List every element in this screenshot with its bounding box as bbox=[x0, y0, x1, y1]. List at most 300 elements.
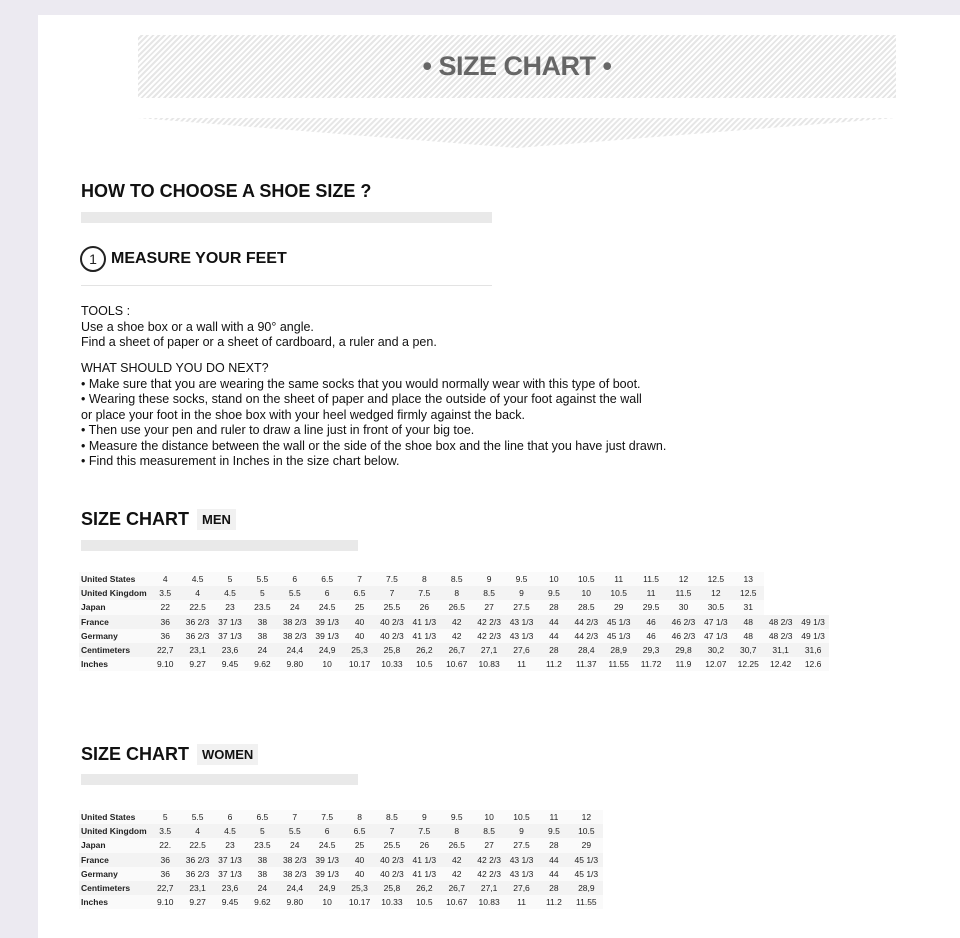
table-cell: 38 bbox=[246, 615, 278, 629]
men-chart-title: SIZE CHART bbox=[81, 509, 189, 529]
table-cell: 41 1/3 bbox=[408, 615, 440, 629]
next-steps-line: or place your foot in the shoe box with your heel wedged firmly against the back. bbox=[81, 407, 526, 422]
table-cell: 36 bbox=[149, 867, 181, 881]
table-cell: 4 bbox=[149, 572, 181, 586]
table-cell: 12.5 bbox=[700, 572, 732, 586]
next-steps-line: • Make sure that you are wearing the same socks that you would normally wear with this type of boot. bbox=[81, 376, 641, 391]
table-cell: 29 bbox=[570, 838, 603, 852]
table-cell: 10 bbox=[311, 895, 343, 909]
table-cell: 29 bbox=[602, 600, 634, 614]
size-chart-banner bbox=[138, 35, 896, 98]
table-cell: 42 2/3 bbox=[473, 853, 505, 867]
table-cell: 6 bbox=[279, 572, 311, 586]
table-cell: 4.5 bbox=[214, 824, 246, 838]
table-cell: 22.5 bbox=[181, 838, 213, 852]
table-cell: 10.5 bbox=[408, 895, 440, 909]
table-cell: 24 bbox=[246, 881, 278, 895]
women-tag: WOMEN bbox=[197, 744, 258, 765]
heading-underline bbox=[81, 212, 492, 223]
table-cell: 44 bbox=[538, 615, 570, 629]
table-cell: 7.5 bbox=[376, 572, 408, 586]
table-cell: 7 bbox=[376, 586, 408, 600]
table-cell: 11 bbox=[505, 657, 537, 671]
table-cell: 46 2/3 bbox=[667, 615, 699, 629]
table-cell: 9.10 bbox=[149, 895, 181, 909]
table-cell: 10.5 bbox=[570, 572, 602, 586]
table-cell: 11.2 bbox=[538, 657, 570, 671]
table-cell bbox=[764, 600, 796, 614]
table-cell: 25,3 bbox=[343, 643, 375, 657]
table-cell: 31,6 bbox=[797, 643, 830, 657]
table-cell: 25.5 bbox=[376, 838, 408, 852]
table-cell: 23,1 bbox=[181, 881, 213, 895]
table-cell: 5 bbox=[214, 572, 246, 586]
table-row bbox=[79, 838, 603, 852]
table-cell: 24.5 bbox=[311, 600, 343, 614]
table-cell: 3.5 bbox=[149, 824, 181, 838]
table-cell: 4 bbox=[181, 824, 213, 838]
table-cell bbox=[797, 572, 830, 586]
women-chart-title: SIZE CHART bbox=[81, 744, 189, 764]
table-cell: 7.5 bbox=[408, 824, 440, 838]
table-cell: 37 1/3 bbox=[214, 615, 246, 629]
table-cell: 10 bbox=[538, 572, 570, 586]
table-cell: 42 bbox=[441, 615, 473, 629]
table-cell: 30,2 bbox=[700, 643, 732, 657]
table-cell: 38 bbox=[246, 629, 278, 643]
table-cell: 12.5 bbox=[732, 586, 764, 600]
table-cell: 26 bbox=[408, 838, 440, 852]
table-cell: 9.80 bbox=[279, 657, 311, 671]
table-cell: 43 1/3 bbox=[505, 867, 537, 881]
table-cell: 11 bbox=[635, 586, 667, 600]
table-row bbox=[79, 586, 829, 600]
tools-heading: TOOLS : bbox=[81, 304, 131, 318]
table-cell: 24,9 bbox=[311, 881, 343, 895]
step-measure-feet bbox=[80, 246, 287, 272]
table-cell: 36 2/3 bbox=[181, 629, 213, 643]
table-cell: 27.5 bbox=[505, 600, 537, 614]
table-cell: 39 1/3 bbox=[311, 629, 343, 643]
how-to-choose-heading: HOW TO CHOOSE A SHOE SIZE ? bbox=[81, 181, 372, 201]
table-cell: 9.62 bbox=[246, 657, 278, 671]
table-cell: 25,8 bbox=[376, 643, 408, 657]
table-cell: 8 bbox=[441, 586, 473, 600]
table-cell: 37 1/3 bbox=[214, 629, 246, 643]
table-cell: 10.67 bbox=[441, 895, 473, 909]
table-cell: 24,4 bbox=[279, 881, 311, 895]
table-cell: 10.5 bbox=[602, 586, 634, 600]
table-cell: 4.5 bbox=[181, 572, 213, 586]
table-cell: 9.5 bbox=[505, 572, 537, 586]
table-cell: 10.67 bbox=[441, 657, 473, 671]
banner-title: • SIZE CHART • bbox=[422, 51, 612, 81]
table-cell: 9.5 bbox=[441, 810, 473, 824]
table-cell: 11 bbox=[602, 572, 634, 586]
table-cell bbox=[797, 600, 830, 614]
table-cell: 47 1/3 bbox=[700, 629, 732, 643]
table-cell bbox=[797, 586, 830, 600]
table-cell: 27 bbox=[473, 838, 505, 852]
men-chart-heading bbox=[81, 509, 236, 530]
table-cell: 23 bbox=[214, 600, 246, 614]
table-cell: 45 1/3 bbox=[570, 867, 603, 881]
row-label: Inches bbox=[79, 895, 149, 909]
table-cell: 42 2/3 bbox=[473, 867, 505, 881]
table-cell: 40 2/3 bbox=[376, 867, 408, 881]
table-cell: 23.5 bbox=[246, 600, 278, 614]
row-label: France bbox=[79, 853, 149, 867]
table-cell: 26,2 bbox=[408, 881, 440, 895]
next-steps-section bbox=[81, 361, 666, 470]
table-row bbox=[79, 600, 829, 614]
table-cell: 36 bbox=[149, 615, 181, 629]
table-cell: 6.5 bbox=[246, 810, 278, 824]
table-cell: 23,6 bbox=[214, 643, 246, 657]
table-cell: 27 bbox=[473, 600, 505, 614]
table-cell: 10 bbox=[311, 657, 343, 671]
table-cell: 38 2/3 bbox=[279, 867, 311, 881]
table-cell: 9.10 bbox=[149, 657, 181, 671]
table-cell: 38 2/3 bbox=[279, 629, 311, 643]
table-cell: 45 1/3 bbox=[570, 853, 603, 867]
table-cell: 41 1/3 bbox=[408, 629, 440, 643]
table-cell: 10.17 bbox=[343, 895, 375, 909]
table-cell: 26.5 bbox=[441, 600, 473, 614]
table-row bbox=[79, 657, 829, 671]
table-cell: 45 1/3 bbox=[602, 629, 634, 643]
row-label: United States bbox=[79, 810, 149, 824]
table-cell: 37 1/3 bbox=[214, 853, 246, 867]
table-cell: 31,1 bbox=[764, 643, 796, 657]
table-cell: 6.5 bbox=[311, 572, 343, 586]
table-cell: 4 bbox=[181, 586, 213, 600]
table-cell: 40 2/3 bbox=[376, 853, 408, 867]
table-cell: 10.83 bbox=[473, 657, 505, 671]
table-cell: 22 bbox=[149, 600, 181, 614]
table-cell: 25 bbox=[343, 600, 375, 614]
table-cell: 28 bbox=[538, 838, 570, 852]
table-cell: 40 bbox=[343, 615, 375, 629]
table-cell: 8 bbox=[441, 824, 473, 838]
table-cell: 8 bbox=[408, 572, 440, 586]
table-cell: 49 1/3 bbox=[797, 615, 830, 629]
table-cell: 7 bbox=[279, 810, 311, 824]
table-cell: 9.5 bbox=[538, 586, 570, 600]
table-cell: 41 1/3 bbox=[408, 867, 440, 881]
table-cell: 48 bbox=[732, 615, 764, 629]
table-cell: 46 2/3 bbox=[667, 629, 699, 643]
table-cell: 6 bbox=[311, 586, 343, 600]
table-cell: 23,1 bbox=[181, 643, 213, 657]
table-cell: 39 1/3 bbox=[311, 867, 343, 881]
next-steps-line: • Wearing these socks, stand on the sheet of paper and place the outside of your foot against the wall bbox=[81, 392, 642, 406]
table-cell: 10.5 bbox=[570, 824, 603, 838]
table-cell: 5.5 bbox=[246, 572, 278, 586]
row-label: Germany bbox=[79, 629, 149, 643]
row-label: Centimeters bbox=[79, 881, 149, 895]
table-cell: 24 bbox=[279, 838, 311, 852]
table-cell bbox=[764, 572, 796, 586]
table-cell: 25.5 bbox=[376, 600, 408, 614]
table-cell: 10.33 bbox=[376, 657, 408, 671]
men-heading-underline bbox=[81, 540, 358, 551]
banner-point bbox=[138, 118, 896, 150]
table-cell: 25,3 bbox=[343, 881, 375, 895]
table-cell: 9.62 bbox=[246, 895, 278, 909]
tools-line: Use a shoe box or a wall with a 90° angle. bbox=[81, 319, 314, 334]
table-cell: 27,1 bbox=[473, 881, 505, 895]
table-cell: 11.37 bbox=[570, 657, 602, 671]
table-row bbox=[79, 615, 829, 629]
row-label: Japan bbox=[79, 838, 149, 852]
row-label: United Kingdom bbox=[79, 586, 149, 600]
table-cell: 12.6 bbox=[797, 657, 830, 671]
next-steps-line: • Measure the distance between the wall or the side of the shoe box and the line that you have just drawn. bbox=[81, 438, 667, 453]
men-tag: MEN bbox=[197, 509, 236, 530]
table-cell: 30.5 bbox=[700, 600, 732, 614]
table-cell: 26,2 bbox=[408, 643, 440, 657]
men-size-table bbox=[79, 572, 829, 671]
table-cell: 23 bbox=[214, 838, 246, 852]
table-cell: 28 bbox=[538, 643, 570, 657]
table-cell: 22,7 bbox=[149, 643, 181, 657]
table-cell: 6 bbox=[311, 824, 343, 838]
table-cell: 46 bbox=[635, 615, 667, 629]
table-cell: 28 bbox=[538, 600, 570, 614]
table-cell: 10.33 bbox=[376, 895, 408, 909]
table-cell: 5.5 bbox=[181, 810, 213, 824]
table-cell: 48 bbox=[732, 629, 764, 643]
table-cell: 27,1 bbox=[473, 643, 505, 657]
row-label: United States bbox=[79, 572, 149, 586]
women-heading-underline bbox=[81, 774, 358, 785]
table-row bbox=[79, 895, 603, 909]
table-cell: 9.80 bbox=[279, 895, 311, 909]
table-cell: 44 2/3 bbox=[570, 615, 602, 629]
table-cell: 8.5 bbox=[473, 824, 505, 838]
table-cell: 12.07 bbox=[700, 657, 732, 671]
table-cell: 12.25 bbox=[732, 657, 764, 671]
table-cell: 8.5 bbox=[473, 586, 505, 600]
table-cell: 10.5 bbox=[505, 810, 537, 824]
table-cell: 11.9 bbox=[667, 657, 699, 671]
table-cell: 6 bbox=[214, 810, 246, 824]
table-cell: 44 bbox=[538, 853, 570, 867]
table-cell: 10.17 bbox=[343, 657, 375, 671]
table-cell: 44 bbox=[538, 629, 570, 643]
table-cell: 36 bbox=[149, 853, 181, 867]
table-cell: 7 bbox=[376, 824, 408, 838]
table-cell: 10 bbox=[570, 586, 602, 600]
next-steps-line: • Then use your pen and ruler to draw a line just in front of your big toe. bbox=[81, 423, 475, 437]
table-cell: 43 1/3 bbox=[505, 629, 537, 643]
table-cell: 25,8 bbox=[376, 881, 408, 895]
table-cell bbox=[764, 586, 796, 600]
table-cell: 28.5 bbox=[570, 600, 602, 614]
page bbox=[38, 15, 960, 938]
row-label: Centimeters bbox=[79, 643, 149, 657]
table-cell: 5.5 bbox=[279, 824, 311, 838]
table-cell: 48 2/3 bbox=[764, 615, 796, 629]
table-cell: 38 2/3 bbox=[279, 853, 311, 867]
table-cell: 40 2/3 bbox=[376, 615, 408, 629]
table-cell: 40 bbox=[343, 853, 375, 867]
table-cell: 10.5 bbox=[408, 657, 440, 671]
table-cell: 10 bbox=[473, 810, 505, 824]
table-cell: 39 1/3 bbox=[311, 615, 343, 629]
table-cell: 6.5 bbox=[343, 586, 375, 600]
table-cell: 23.5 bbox=[246, 838, 278, 852]
table-cell: 27,6 bbox=[505, 643, 537, 657]
table-cell: 29.5 bbox=[635, 600, 667, 614]
table-cell: 12 bbox=[700, 586, 732, 600]
table-cell: 42 bbox=[441, 629, 473, 643]
table-cell: 9.27 bbox=[181, 895, 213, 909]
table-cell: 41 1/3 bbox=[408, 853, 440, 867]
table-cell: 45 1/3 bbox=[602, 615, 634, 629]
table-cell: 22.5 bbox=[181, 600, 213, 614]
table-cell: 49 1/3 bbox=[797, 629, 830, 643]
table-cell: 43 1/3 bbox=[505, 615, 537, 629]
table-cell: 9 bbox=[505, 586, 537, 600]
row-label: Inches bbox=[79, 657, 149, 671]
table-cell: 36 2/3 bbox=[181, 853, 213, 867]
row-label: United Kingdom bbox=[79, 824, 149, 838]
table-cell: 4.5 bbox=[214, 586, 246, 600]
table-cell: 42 bbox=[441, 867, 473, 881]
table-cell: 30 bbox=[667, 600, 699, 614]
step-divider bbox=[81, 285, 492, 286]
table-cell: 38 bbox=[246, 853, 278, 867]
table-cell: 24,9 bbox=[311, 643, 343, 657]
table-cell: 42 2/3 bbox=[473, 615, 505, 629]
table-cell: 39 1/3 bbox=[311, 853, 343, 867]
table-row bbox=[79, 853, 603, 867]
table-cell: 42 2/3 bbox=[473, 629, 505, 643]
table-cell: 10.83 bbox=[473, 895, 505, 909]
next-steps-line: • Find this measurement in Inches in the size chart below. bbox=[81, 454, 400, 468]
table-cell: 11 bbox=[538, 810, 570, 824]
table-cell: 9.45 bbox=[214, 895, 246, 909]
table-cell: 40 bbox=[343, 867, 375, 881]
table-row bbox=[79, 629, 829, 643]
table-cell: 9 bbox=[505, 824, 537, 838]
table-cell: 28,9 bbox=[570, 881, 603, 895]
table-cell: 28,4 bbox=[570, 643, 602, 657]
table-cell: 29,8 bbox=[667, 643, 699, 657]
table-cell: 40 2/3 bbox=[376, 629, 408, 643]
table-cell: 31 bbox=[732, 600, 764, 614]
table-cell: 5 bbox=[246, 824, 278, 838]
table-cell: 11.5 bbox=[635, 572, 667, 586]
table-cell: 9 bbox=[473, 572, 505, 586]
table-cell: 36 bbox=[149, 629, 181, 643]
table-row bbox=[79, 824, 603, 838]
step-number-badge: 1 bbox=[80, 246, 106, 272]
table-cell: 30,7 bbox=[732, 643, 764, 657]
table-cell: 11.55 bbox=[570, 895, 603, 909]
table-cell: 26,7 bbox=[441, 881, 473, 895]
table-cell: 8.5 bbox=[441, 572, 473, 586]
women-size-table bbox=[79, 810, 603, 909]
table-cell: 26.5 bbox=[441, 838, 473, 852]
table-cell: 11.5 bbox=[667, 586, 699, 600]
table-cell: 7.5 bbox=[311, 810, 343, 824]
table-cell: 11.55 bbox=[602, 657, 634, 671]
table-cell: 12.42 bbox=[764, 657, 796, 671]
tools-section bbox=[81, 304, 437, 351]
table-cell: 24,4 bbox=[279, 643, 311, 657]
row-label: France bbox=[79, 615, 149, 629]
table-cell: 6.5 bbox=[343, 824, 375, 838]
table-cell: 9.5 bbox=[538, 824, 570, 838]
table-cell: 26,7 bbox=[441, 643, 473, 657]
table-cell: 27.5 bbox=[505, 838, 537, 852]
row-label: Japan bbox=[79, 600, 149, 614]
table-cell: 26 bbox=[408, 600, 440, 614]
row-label: Germany bbox=[79, 867, 149, 881]
step-label: MEASURE YOUR FEET bbox=[111, 250, 287, 267]
table-cell: 9 bbox=[408, 810, 440, 824]
women-chart-heading bbox=[81, 744, 258, 765]
table-cell: 12 bbox=[667, 572, 699, 586]
table-cell: 36 2/3 bbox=[181, 867, 213, 881]
table-cell: 9.45 bbox=[214, 657, 246, 671]
table-cell: 11 bbox=[505, 895, 537, 909]
table-cell: 47 1/3 bbox=[700, 615, 732, 629]
table-cell: 5 bbox=[149, 810, 181, 824]
table-cell: 8 bbox=[343, 810, 375, 824]
table-cell: 36 2/3 bbox=[181, 615, 213, 629]
table-cell: 7.5 bbox=[408, 586, 440, 600]
table-cell: 7 bbox=[343, 572, 375, 586]
table-row bbox=[79, 810, 603, 824]
table-cell: 44 2/3 bbox=[570, 629, 602, 643]
table-cell: 40 bbox=[343, 629, 375, 643]
table-cell: 24 bbox=[279, 600, 311, 614]
tools-line: Find a sheet of paper or a sheet of cardboard, a ruler and a pen. bbox=[81, 335, 437, 349]
table-cell: 42 bbox=[441, 853, 473, 867]
table-row bbox=[79, 881, 603, 895]
table-cell: 22,7 bbox=[149, 881, 181, 895]
table-row bbox=[79, 572, 829, 586]
table-cell: 22. bbox=[149, 838, 181, 852]
table-cell: 24.5 bbox=[311, 838, 343, 852]
table-cell: 25 bbox=[343, 838, 375, 852]
table-cell: 8.5 bbox=[376, 810, 408, 824]
table-cell: 38 bbox=[246, 867, 278, 881]
table-cell: 5 bbox=[246, 586, 278, 600]
table-cell: 9.27 bbox=[181, 657, 213, 671]
table-cell: 38 2/3 bbox=[279, 615, 311, 629]
table-cell: 11.2 bbox=[538, 895, 570, 909]
table-cell: 29,3 bbox=[635, 643, 667, 657]
table-row bbox=[79, 643, 829, 657]
table-row bbox=[79, 867, 603, 881]
table-cell: 3.5 bbox=[149, 586, 181, 600]
table-cell: 27,6 bbox=[505, 881, 537, 895]
table-cell: 13 bbox=[732, 572, 764, 586]
table-cell: 28,9 bbox=[602, 643, 634, 657]
table-cell: 44 bbox=[538, 867, 570, 881]
table-cell: 24 bbox=[246, 643, 278, 657]
table-cell: 28 bbox=[538, 881, 570, 895]
next-steps-heading: WHAT SHOULD YOU DO NEXT? bbox=[81, 361, 269, 375]
table-cell: 23,6 bbox=[214, 881, 246, 895]
table-cell: 46 bbox=[635, 629, 667, 643]
table-cell: 5.5 bbox=[279, 586, 311, 600]
